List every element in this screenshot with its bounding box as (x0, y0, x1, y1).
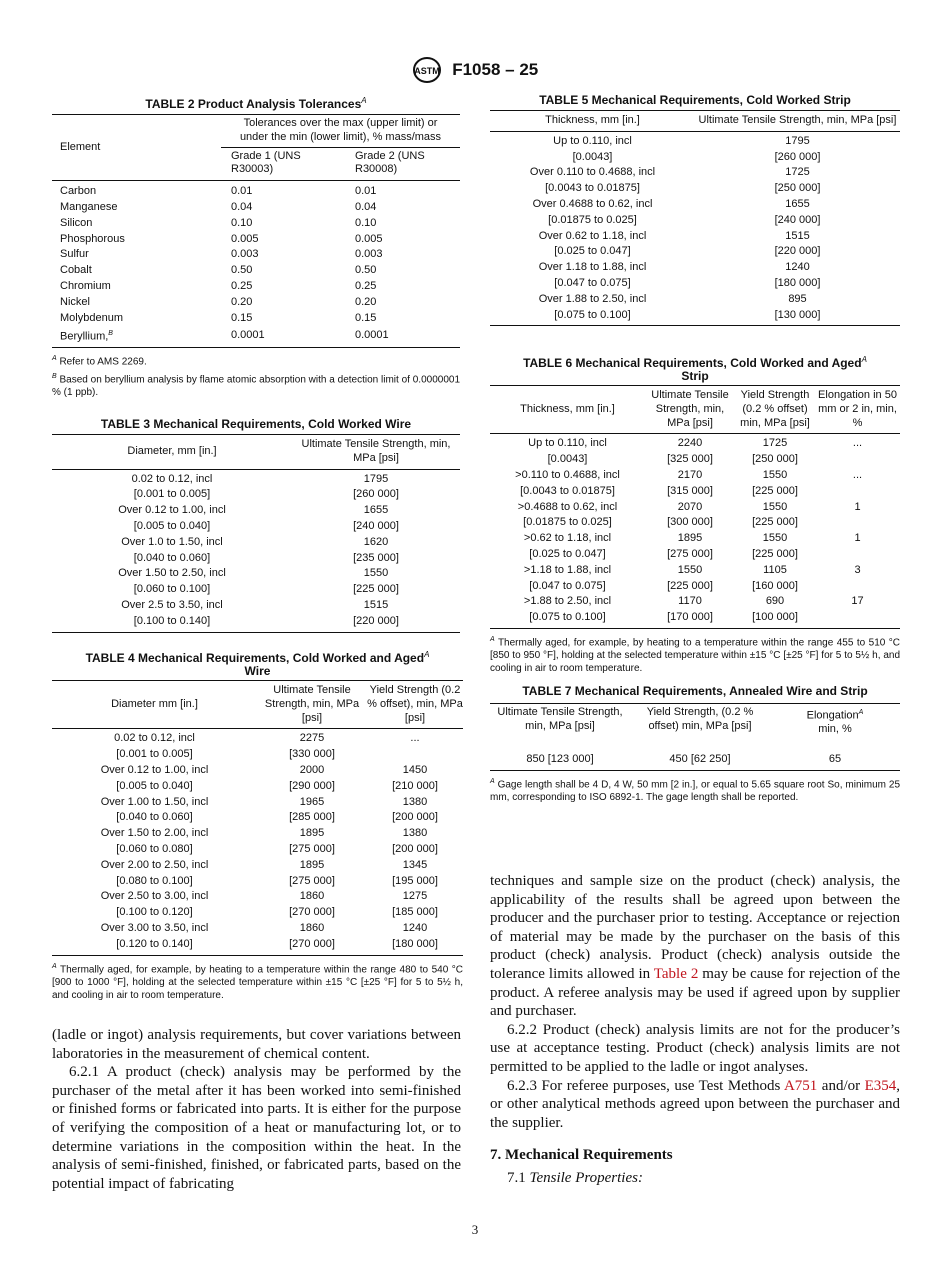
table-cell: [315 000] (667, 484, 713, 497)
table-row (52, 535, 460, 551)
table-row (490, 229, 900, 245)
col-header: Ultimate Tensile Strength, min, MPa [psi] (651, 389, 729, 429)
table-row (490, 292, 900, 308)
table-cell (815, 610, 900, 628)
table-title: TABLE 4 Mechanical Requirements, Cold Worked and Aged$^A$ Wire (85, 650, 430, 678)
table-cell: [0.100 to 0.140] (133, 614, 211, 627)
table-cell: [235 000] (353, 551, 399, 564)
table-cell: 1275 (402, 890, 428, 903)
table-cell: Over 0.62 to 1.18, incl (538, 229, 647, 242)
table-cell: 1895 (677, 532, 703, 545)
table-row (490, 563, 900, 579)
table-cell: 1965 (299, 795, 325, 808)
table-cell: 3 (854, 563, 861, 576)
table-cell: 450 [62 250] (669, 753, 731, 766)
table-cell: 1655 (785, 197, 810, 210)
table-cell: 0.01 (231, 185, 253, 198)
table-cell: [240 000] (774, 213, 821, 226)
table-cell: 0.005 (355, 232, 383, 245)
col-header: Elongation$^A$ min, % (806, 709, 864, 736)
table-row (490, 610, 900, 628)
table-row (52, 551, 460, 567)
col-header: Yield Strength, (0.2 % offset) min, MPa [psi] (646, 706, 754, 732)
table-cell: 1 (854, 532, 861, 545)
table-cell: [220 000] (774, 245, 821, 258)
table-cell: 1170 (678, 595, 702, 608)
table-cell: 0.04 (231, 200, 253, 213)
table-cell: ... (852, 468, 863, 481)
table-row (490, 213, 900, 229)
table-cell: 0.50 (231, 264, 253, 277)
table-row (52, 519, 460, 535)
table-cell: [0.047 to 0.075] (529, 579, 606, 592)
table-row (490, 181, 900, 197)
table-cell: [0.025 to 0.047] (554, 245, 631, 258)
table-row (52, 295, 460, 311)
table-cell: Up to 0.110, incl (528, 437, 607, 450)
paragraph: techniques and sample size on the product (check) analysis, the applicability of the results shall be agreed upon between the producer and the purchaser prior to testing. Acceptance or rejection of material may be made by the purchaser on the basis of this product (check) analysis. Product (check) analysis outside the tolerance limits allowed in Table 2 may be cause for rejection of the product. A referee analysis may be used if agreed upon by supplier and purchaser. (490, 873, 900, 1020)
table-cell: 1240 (785, 261, 810, 274)
table-cell: Phosphorous (60, 232, 125, 245)
table-row (52, 582, 460, 598)
table-cell: 1860 (299, 890, 325, 903)
table-cell: ... (410, 732, 420, 745)
table-2 (52, 94, 460, 399)
table-cell: Over 0.12 to 1.00, incl (118, 504, 226, 517)
table-row (52, 874, 463, 890)
table-cell: 0.04 (355, 200, 377, 213)
table-row (52, 937, 463, 955)
table-cell: 1860 (299, 921, 325, 934)
footnote: $^A$ Thermally aged, for example, by heating to a temperature within the range 480 to 540 °C [900 to 1000 °F], holding at the selected temperature within ±15 °C [±25 °F] for 5 to 5½ h, and cooling in air to room temperature. (52, 962, 463, 1001)
table-cell: [250 000] (752, 453, 798, 466)
table-cell: [0.080 to 0.100] (116, 874, 193, 887)
table-cell (815, 579, 900, 595)
table-cell: [275 000] (667, 547, 713, 560)
table-cell: [180 000] (392, 937, 438, 950)
table-cell: [0.060 to 0.080] (116, 842, 193, 855)
table-cell: Over 1.00 to 1.50, incl (100, 795, 209, 808)
table-row (490, 452, 900, 468)
table-cell: 1240 (402, 921, 428, 934)
table-cell: [200 000] (392, 842, 438, 855)
table-cell: 1105 (763, 563, 787, 576)
col-header: Tolerances over the max (upper limit) or under the min (lower limit), % mass/mass (221, 115, 460, 148)
table-row (52, 503, 460, 519)
col-header: Diameter mm [in.] (111, 697, 198, 710)
table-cell: [225 000] (353, 583, 399, 596)
col-header: Grade 2 (UNS R30008) (355, 149, 425, 176)
table-cell: [0.0043 to 0.01875] (520, 484, 615, 497)
table-cell: 0.20 (355, 295, 377, 308)
table-row (490, 484, 900, 500)
table-cell: Over 2.00 to 2.50, incl (100, 858, 209, 871)
table-row (52, 795, 463, 811)
table-cell: [0.01875 to 0.025] (548, 213, 637, 226)
table-cell: Chromium (60, 279, 111, 292)
table-cell: >0.110 to 0.4688, incl (515, 468, 620, 481)
table-cell: >1.18 to 1.88, incl (523, 563, 612, 576)
table-cell: [225 000] (752, 516, 798, 529)
table-cell: 2240 (677, 437, 703, 450)
table-cell: [250 000] (774, 182, 821, 195)
table-4 (52, 648, 463, 1002)
table-title: TABLE 2 Product Analysis Tolerances$^A$ (145, 96, 367, 111)
table-cell: [290 000] (289, 779, 335, 792)
table-row (52, 889, 463, 905)
table-cell: [195 000] (392, 874, 438, 887)
table-cell: [0.040 to 0.060] (133, 551, 211, 564)
table-cell: 0.003 (355, 248, 383, 261)
paragraph: 6.2.2 Product (check) analysis limits are not for the producer’s use at acceptance testing. Product (check) analysis limits are not permitted to be applied to the ladle or ingot analyses. (490, 1021, 900, 1075)
table-cell: 1725 (785, 166, 810, 179)
table-row (52, 747, 463, 763)
table-cell: [0.0043 to 0.01875] (545, 182, 640, 195)
table-cell: Over 0.4688 to 0.62, incl (532, 197, 653, 210)
table-row (52, 200, 460, 216)
table-cell: Over 0.12 to 1.00, incl (100, 763, 209, 776)
table-row (52, 232, 460, 248)
page-number: 3 (471, 1222, 479, 1237)
table-cell: [210 000] (392, 779, 438, 792)
table-cell: [0.075 to 0.100] (554, 308, 631, 321)
table-cell: 1515 (363, 598, 389, 611)
table-cell: 2070 (677, 500, 703, 513)
paragraph: 7.1 Tensile Properties: (507, 1169, 643, 1186)
table-cell: 690 (765, 595, 785, 608)
table-row (52, 779, 463, 795)
body-text-left (52, 1026, 461, 1193)
table-cell: Over 2.5 to 3.50, incl (121, 598, 223, 611)
table-cell: [225 000] (752, 484, 798, 497)
table-row (52, 614, 460, 632)
col-header: Diameter, mm [in.] (127, 444, 217, 457)
table-row (490, 500, 900, 516)
table-cell: 1550 (762, 468, 788, 481)
table-cell: 1515 (785, 229, 810, 242)
table-cell: 1380 (402, 827, 428, 840)
table-row (52, 279, 460, 295)
table-cell: 17 (851, 595, 864, 608)
table-row (490, 244, 900, 260)
table-cell: [270 000] (289, 937, 335, 950)
table-row (490, 197, 900, 213)
table-cell: 1550 (762, 532, 788, 545)
table-cell: 1795 (363, 472, 389, 485)
table-cell: Over 1.18 to 1.88, incl (538, 261, 647, 274)
paragraph: 6.2.3 For referee purposes, use Test Methods A751 and/or E354, or other analytical methods agreed upon between the purchaser and the supplier. (490, 1077, 900, 1131)
table-cell: Carbon (60, 185, 97, 198)
e354-link[interactable]: E354 (864, 1077, 897, 1094)
table-row (52, 469, 460, 487)
table-cell: Up to 0.110, incl (553, 134, 632, 147)
table-row (490, 434, 900, 452)
table-cell: [0.005 to 0.040] (133, 519, 211, 532)
col-header: Thickness, mm [in.] (545, 114, 640, 126)
table-cell: Over 1.0 to 1.50, incl (121, 535, 223, 548)
table-cell: 0.02 to 0.12, incl (131, 472, 213, 485)
table-cell: 0.0001 (231, 329, 265, 342)
table-row (490, 594, 900, 610)
table-title: TABLE 7 Mechanical Requirements, Annealed Wire and Strip (522, 684, 868, 698)
table-cell: 2275 (299, 732, 325, 745)
page-header (0, 57, 950, 83)
table-cell: [130 000] (774, 308, 821, 321)
table-cell: [170 000] (667, 611, 713, 624)
astm-logo-icon (412, 57, 442, 83)
table-cell: [0.0043] (572, 150, 613, 163)
table-cell (815, 484, 900, 500)
table-cell: >1.88 to 2.50, incl (523, 595, 612, 608)
table-cell: [220 000] (353, 614, 399, 627)
table-cell: Cobalt (60, 264, 92, 277)
table-row (52, 921, 463, 937)
table-cell (815, 547, 900, 563)
table-row (490, 276, 900, 292)
col-header: Ultimate Tensile Strength, min, MPa [psi] (264, 684, 360, 724)
table-cell: Nickel (60, 295, 90, 308)
col-header: Yield Strength (0.2 % offset), min, MPa [psi] (367, 684, 463, 724)
table-cell: 0.02 to 0.12, incl (114, 732, 195, 745)
table-cell: 0.005 (231, 232, 259, 245)
table-cell: [160 000] (752, 579, 798, 592)
table-cell: [0.060 to 0.100] (133, 583, 211, 596)
table-cell: [0.075 to 0.100] (529, 611, 606, 624)
table-cell: [185 000] (392, 906, 438, 919)
table-row (52, 905, 463, 921)
designation: F1058 – 25 (452, 60, 539, 79)
table-cell: 0.25 (231, 279, 253, 292)
table-row (52, 566, 460, 582)
table-row (52, 858, 463, 874)
table-cell: Silicon (60, 216, 93, 229)
body-text-right (490, 872, 900, 1188)
footnote: $^A$ Refer to AMS 2269. (52, 354, 147, 368)
table-cell: 0.10 (231, 216, 253, 229)
table-cell: Over 3.00 to 3.50, incl (100, 921, 209, 934)
table-row (490, 515, 900, 531)
table-cell: [225 000] (752, 547, 798, 560)
table-cell: [270 000] (289, 906, 335, 919)
table-cell: 1895 (299, 858, 325, 871)
col-header: Grade 1 (UNS R30003) (231, 149, 301, 176)
table-cell: 1550 (677, 563, 703, 576)
table-row (52, 247, 460, 263)
table-cell: [0.120 to 0.140] (116, 937, 193, 950)
table-cell: 1345 (402, 858, 428, 871)
section-heading: 7. Mechanical Requirements (490, 1147, 673, 1164)
table-row (52, 763, 463, 779)
table-row (490, 751, 900, 770)
table-cell: Manganese (60, 200, 118, 213)
table-cell: 1895 (299, 827, 325, 840)
table-cell: 0.003 (231, 248, 259, 261)
table-cell: 1380 (402, 795, 428, 808)
table-cell: [285 000] (289, 811, 335, 824)
table-cell: [325 000] (667, 453, 713, 466)
table-row (52, 842, 463, 858)
table-cell: [200 000] (392, 811, 438, 824)
table-cell: [0.01875 to 0.025] (523, 516, 612, 529)
table-5 (490, 94, 900, 326)
table-cell: 1550 (363, 567, 389, 580)
table-title: TABLE 3 Mechanical Requirements, Cold Worked Wire (100, 417, 412, 431)
table-cell (815, 515, 900, 531)
table-cell: 895 (788, 292, 807, 305)
table-row (52, 729, 463, 747)
table-title: TABLE 6 Mechanical Requirements, Cold Worked and Aged$^A$ Strip (523, 355, 867, 383)
col-header: Element (60, 140, 101, 153)
table-cell: Over 1.88 to 2.50, incl (538, 292, 647, 305)
col-header: Yield Strength (0.2 % offset) min, MPa [psi] (740, 389, 810, 429)
table-cell: 0.0001 (355, 329, 389, 342)
table-cell: Over 0.110 to 0.4688, incl (529, 166, 656, 179)
table-row (490, 260, 900, 276)
table-row (52, 826, 463, 842)
table-row (490, 468, 900, 484)
table-row (490, 579, 900, 595)
table-cell: 1655 (363, 504, 389, 517)
table-cell: Over 2.50 to 3.00, incl (100, 890, 209, 903)
table-cell: 1795 (785, 134, 810, 147)
footnote: $^A$ Gage length shall be 4 D, 4 W, 50 mm [2 in.], or equal to 5.65 square root So, minimum 25 mm, corresponding to ISO 6892-1. The gage length shall be reported. (490, 778, 901, 804)
table-cell: 65 (828, 753, 842, 766)
table-cell: [260 000] (774, 150, 821, 163)
table-cell: [275 000] (289, 874, 335, 887)
table-3 (52, 418, 460, 633)
table-title: TABLE 5 Mechanical Requirements, Cold Worked Strip (539, 93, 851, 107)
table-cell: >0.62 to 1.18, incl (523, 532, 612, 545)
table-cell: Over 1.50 to 2.50, incl (118, 567, 226, 580)
table-cell: [0.001 to 0.005] (116, 748, 193, 761)
table-cell: 1550 (762, 500, 788, 513)
table-cell: 0.25 (355, 279, 377, 292)
table-cell: 850 [123 000] (526, 753, 594, 766)
col-header: Elongation in 50 mm or 2 in, min, % (818, 389, 897, 429)
table-row (52, 263, 460, 279)
table-row (52, 311, 460, 327)
table-cell: 2000 (299, 763, 325, 776)
table-cell: [180 000] (774, 276, 821, 289)
table-cell: [275 000] (289, 842, 335, 855)
table-cell: 2170 (677, 468, 703, 481)
table-cell: 0.15 (231, 311, 253, 324)
table-cell: [0.0043] (547, 453, 588, 466)
table-cell: Beryllium,$^B$ (60, 330, 113, 344)
table-cell: [0.005 to 0.040] (116, 779, 193, 792)
table-cell: [100 000] (752, 611, 798, 624)
table-cell: 0.10 (355, 216, 377, 229)
col-header: Thickness, mm [in.] (520, 402, 615, 415)
table-row (52, 487, 460, 503)
table-2-link[interactable]: Table 2 (653, 965, 699, 982)
table-row (490, 165, 900, 181)
table-cell: [225 000] (667, 579, 713, 592)
table-cell: >0.4688 to 0.62, incl (517, 500, 618, 513)
a751-link[interactable]: A751 (783, 1077, 818, 1094)
table-cell: 0.20 (231, 295, 253, 308)
table-cell: [0.001 to 0.005] (133, 488, 211, 501)
table-cell: 1725 (762, 437, 788, 450)
table-cell: [0.100 to 0.120] (116, 906, 193, 919)
table-cell: Over 1.50 to 2.00, incl (100, 827, 209, 840)
table-row (490, 308, 900, 326)
table-cell: [300 000] (667, 516, 713, 529)
table-row (52, 598, 460, 614)
table-cell: 0.01 (355, 185, 377, 198)
table-cell: 0.50 (355, 264, 377, 277)
table-row (490, 150, 900, 166)
col-header: Ultimate Tensile Strength, min, MPa [psi] (698, 114, 897, 126)
col-header: Ultimate Tensile Strength, min, MPa [psi] (301, 438, 451, 464)
paragraph: (ladle or ingot) analysis requirements, but cover variations between laboratories in the measurement of chemical content. (52, 1027, 461, 1062)
table-cell (815, 452, 900, 468)
table-cell: [0.025 to 0.047] (529, 547, 606, 560)
table-row (490, 531, 900, 547)
table-row (490, 547, 900, 563)
table-cell: Sulfur (60, 248, 89, 261)
table-row (52, 181, 460, 200)
table-cell: 1 (854, 500, 861, 513)
table-cell: 1620 (363, 535, 389, 548)
table-cell: [0.040 to 0.060] (116, 811, 193, 824)
table-cell: [260 000] (353, 488, 399, 501)
table-cell: [0.047 to 0.075] (554, 276, 631, 289)
table-row (490, 131, 900, 149)
table-cell: [240 000] (353, 519, 399, 532)
table-row (52, 216, 460, 232)
footnote: $^B$ Based on beryllium analysis by flame atomic absorption with a detection limit of 0.0000001 % (1 ppb). (52, 373, 461, 399)
table-cell (367, 747, 463, 763)
table-6 (490, 353, 900, 675)
paragraph: 6.2.1 A product (check) analysis may be performed by the purchaser of the metal after it has been worked into semi-finished or finished forms or fabricated into parts. It is either for the purpose of verifying the composition of a heat or manufacturing lot, or to determine variations in the composition within the heat. In the analysis of semi-finished, finished, or fabricated parts, based on the potential impact of fabricating (52, 1064, 461, 1192)
table-cell: [330 000] (289, 748, 335, 761)
svg-text:ASTM: ASTM (414, 66, 440, 76)
table-cell: ... (852, 437, 863, 450)
table-cell: Molybdenum (60, 311, 123, 324)
table-row (52, 810, 463, 826)
table-cell: 1450 (402, 763, 428, 776)
footnote: $^A$ Thermally aged, for example, by heating to a temperature within the range 455 to 510 °C [850 to 950 °F], holding at the selected temperature within ±15 °C [±25 °F] for 5 to 5½ h, and cooling in air to room temperature. (490, 635, 900, 675)
col-header: Ultimate Tensile Strength, min, MPa [psi] (497, 706, 623, 732)
table-cell: 0.15 (355, 311, 377, 324)
table-7 (490, 685, 900, 804)
table-row (52, 326, 460, 347)
